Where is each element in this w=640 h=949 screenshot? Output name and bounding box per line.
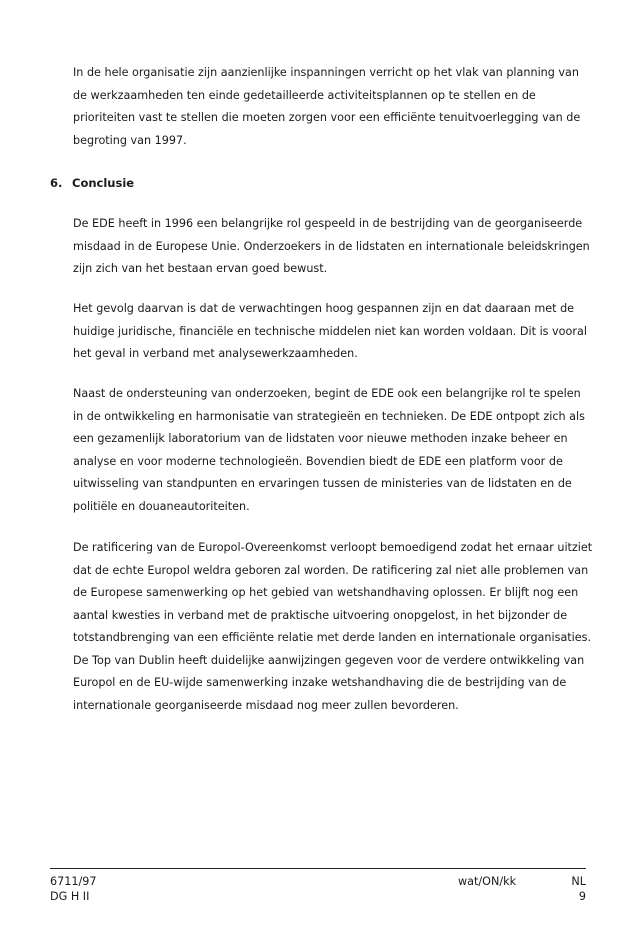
footer-language: NL bbox=[571, 875, 586, 888]
footer-page-number: 9 bbox=[578, 890, 586, 903]
section-heading bbox=[50, 172, 134, 194]
paragraph-ede-role: De EDE heeft in 1996 een belangrijke rol gespeeld in de bestrijding van de georganiseerde misdaad in de Europese Unie. Onderzoekers in de lidstaten en internationale beleidskringen zijn zich van het bestaan ervan goed bewust. bbox=[73, 217, 590, 275]
paragraph-europol-ratification: De ratificering van de Europol-Overeenkomst verloopt bemoedigend zodat het ernaar uitziet dat de echte Europol weldra geboren zal worden. De ratificering zal niet alle problemen van de Europese samenwerking op het gebied van wetshandhaving oplossen. Er blijft nog een aantal kwesties in verband met de praktische uitvoering onopgelost, in het bijzonder de totstandbrenging van een efficiënte relatie met derde landen en internationale organisaties. De Top van Dublin heeft duidelijke aanwijzingen gegeven voor de verdere ontwikkeling van Europol en de EU-wijde samenwerking inzake wetshandhaving die de bestrijding van de internationale georganiseerde misdaad nog meer zullen bevorderen. bbox=[73, 541, 593, 712]
paragraph-planning: In de hele organisatie zijn aanzienlijke inspanningen verricht op het vlak van planning van de werkzaamheden ten einde gedetailleerde activiteitsplannen op te stellen en de prioriteiten vast te stellen die moeten zorgen voor een efficiënte tenuitvoerlegging van de begroting van 1997. bbox=[73, 66, 581, 147]
paragraph-expectations: Het gevolg daarvan is dat de verwachtingen hoog gespannen zijn en dat daaraan met de huidige juridische, financiële en technische middelen niet kan worden voldaan. Dit is vooral het geval in verband met analysewerkzaamheden. bbox=[73, 302, 587, 360]
footer-doc-number: 6711/97 bbox=[50, 875, 97, 888]
footer-divider bbox=[50, 868, 586, 869]
footer-left bbox=[50, 874, 96, 904]
section-title: Conclusie bbox=[72, 176, 135, 190]
footer-directorate: DG H II bbox=[50, 890, 90, 903]
paragraph-ede-development: Naast de ondersteuning van onderzoeken, begint de EDE ook een belangrijke rol te spelen in de ontwikkeling en harmonisatie van strategieën en technieken. De EDE ontpopt zich als een gezamenlijk laboratorium van de lidstaten voor nieuwe methoden inzake beheer en analyse en voor moderne technologieën. Bovendien biedt de EDE een platform voor de uitwisseling van standpunten en ervaringen tussen de ministeries van de lidstaten en de politiële en douaneautoriteiten. bbox=[73, 387, 585, 513]
footer-initials: wat/ON/kk bbox=[458, 875, 517, 888]
footer-right bbox=[571, 874, 586, 904]
section-number: 6. bbox=[50, 176, 63, 190]
